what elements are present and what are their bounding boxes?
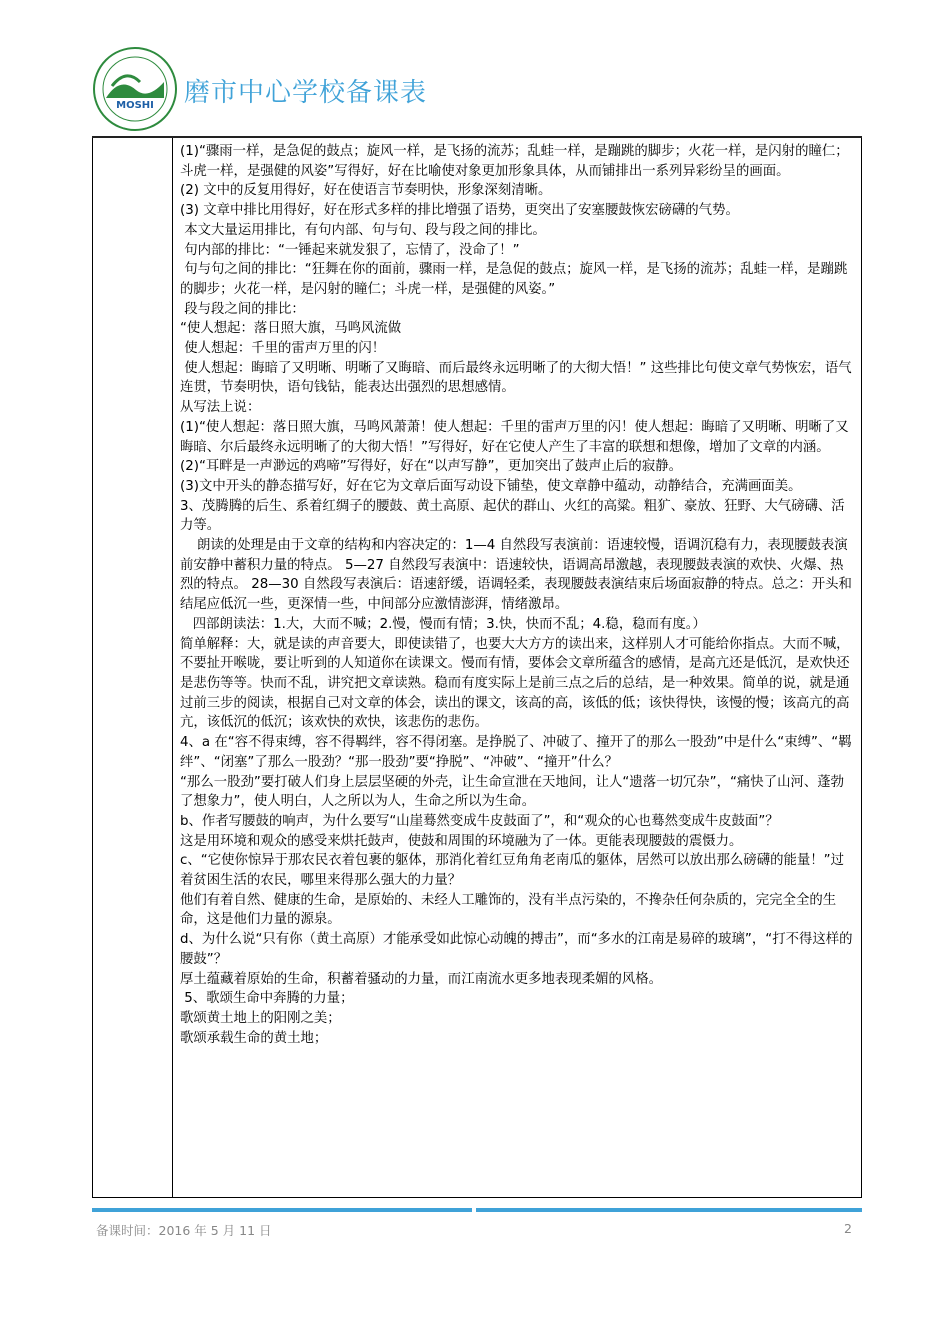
content-paragraph: 句内部的排比：“一锤起来就发狠了，忘情了，没命了！” xyxy=(180,242,520,258)
content-paragraph: (1)“骤雨一样，是急促的鼓点；旋风一样，是飞扬的流苏；乱蛙一样，是蹦跳的脚步；火花一样，是闪射的瞳仁；斗虎一样，是强健的风姿”写得好，好在比喻使对象更加形象具体，从而铺排出一系列异彩纷呈的画面。 xyxy=(180,144,849,179)
content-paragraph: “那么一股劲”要打破人们身上层层坚硬的外壳，让生命宣泄在天地间，让人“遗落一切冗杂”，“痛快了山河、蓬勃了想象力”，使人明白，人之所以为人，生命之所以为生命。 xyxy=(180,774,845,810)
content-paragraph: b、作者写腰鼓的响声，为什么要写“山崖蓦然变成牛皮鼓面了”，和“观众的心也蓦然变成牛皮鼓面”？ xyxy=(180,813,779,829)
content-paragraph: c、“它使你惊异于那农民衣着包裹的躯体，那消化着红豆角角老南瓜的躯体，居然可以放出那么磅礴的能量！”过着贫困生活的农民，哪里来得那么强大的力量？ xyxy=(180,853,844,889)
content-paragraph: 使人想起：千里的雷声万里的闪！ xyxy=(180,341,386,357)
content-paragraph: 本文大量运用排比，有句内部、句与句、段与段之间的排比。 xyxy=(180,222,546,238)
content-paragraph: 简单解释：大，就是读的声音要大，即使读错了，也要大大方方的读出来，这样别人才可能给你指点。大而不喊，不要扯开喉咙，要让听到的人知道你在读课文。慢而有情，要体会文章所蕴含的感情，是高亢还是低沉，是欢快还是悲伤等等。快而不乱，讲究把文章读熟。稳而有度实际上是前三点之后的总结，是一种效果。简单的说，就是通过前三步的阅读，根据自己对文章的体会，读出的课文，该高的高，该低的低；该快得快，该慢的慢；该高亢的高亢，该低沉的低沉；该欢快的欢快，该悲伤的悲伤。 xyxy=(180,636,850,731)
table-column-divider xyxy=(172,138,173,1198)
page-number: 2 xyxy=(844,1221,852,1236)
content-paragraph: 他们有着自然、健康的生命，是原始的、未经人工雕饰的，没有半点污染的，不搀杂任何杂质的，完完全全的生命，这是他们力量的源泉。 xyxy=(180,892,837,928)
logo-mid-text: MOSHI xyxy=(116,100,154,111)
footer-rule-gap xyxy=(472,1208,476,1212)
content-paragraph: 四部朗读法：1.大，大而不喊；2.慢，慢而有情；3.快，快而不乱；4.稳，稳而有度。） xyxy=(180,616,706,632)
content-paragraph: 这是用环境和观众的感受来烘托鼓声，使鼓和周围的环境融为了一体。更能表现腰鼓的震慑力。 xyxy=(180,833,743,849)
content-paragraph: 歌颂承载生命的黄土地； xyxy=(180,1030,328,1046)
content-paragraph: 朗读的处理是由于文章的结构和内容决定的：1—4 自然段写表演前：语速较慢，语调沉稳有力，表现腰鼓表演前安静中蓄积力量的特点。 5—27 自然段写表演中：语速较快，语调高昂激越，表现腰鼓表演的欢快、火爆、热烈的特点。 28—30 自然段写表演后：语速舒缓，语调轻柔，表现腰鼓表演结束后场面寂静的特点。总之：开头和结尾应低沉一些，更深情一些，中间部分应激情澎湃，情绪激昂。 xyxy=(180,538,852,613)
content-paragraph: d、为什么说“只有你（黄土高原）才能承受如此惊心动魄的搏击”，而“多水的江南是易碎的玻璃”，“打不得这样的腰鼓”？ xyxy=(180,932,853,967)
prep-time: 备课时间：2016 年 5 月 11 日 xyxy=(96,1223,272,1238)
school-title: 磨市中心学校备课表 xyxy=(184,78,428,108)
content-paragraph: 段与段之间的排比： xyxy=(180,301,305,317)
footer-rule xyxy=(92,1208,862,1212)
content-paragraph: 歌颂黄土地上的阳刚之美； xyxy=(180,1010,341,1026)
content-paragraph: 5、歌颂生命中奔腾的力量； xyxy=(180,991,354,1007)
content-paragraph: (3) 文章中排比用得好，好在形式多样的排比增强了语势，更突出了安塞腰鼓恢宏磅礴的气势。 xyxy=(180,203,739,219)
content-paragraph: (2)“耳畔是一声渺远的鸡啼”写得好，好在“以声写静”，更加突出了鼓声止后的寂静。 xyxy=(180,459,682,475)
content-paragraph: 4、a 在“容不得束缚，容不得羁绊，容不得闭塞。是挣脱了、冲破了、撞开了的那么一股劲”中是什么“束缚”、“羁绊”、“闭塞”了那么一股劲？“那一股劲”要“挣脱”、“冲破”、“撞开”什么？ xyxy=(180,735,852,770)
content-paragraph: 句与句之间的排比：“狂舞在你的面前，骤雨一样，是急促的鼓点；旋风一样，是飞扬的流苏；乱蛙一样，是蹦跳的脚步；火花一样，是闪射的瞳仁；斗虎一样，是强健的风姿。” xyxy=(180,262,848,297)
content-paragraph: (3)文中开头的静态描写好，好在它为文章后面写动设下铺垫，使文章静中蕴动，动静结合，充满画面美。 xyxy=(180,478,802,494)
school-logo xyxy=(92,46,178,132)
content-paragraph: “使人想起：落日照大旗，马鸣风流做 xyxy=(180,321,402,337)
content-paragraph: 从写法上说： xyxy=(180,400,261,416)
content-paragraph: 使人想起：晦暗了又明晰、明晰了又晦暗、而后最终永远明晰了的大彻大悟！” 这些排比句使文章气势恢宏，语气连贯，节奏明快，语句钱钻，能表达出强烈的思想感情。 xyxy=(180,360,852,396)
content-paragraph: 3、茂腾腾的后生、系着红绸子的腰鼓、黄土高原、起伏的群山、火红的高粱。粗犷、豪放、狂野、大气磅礴、活力等。 xyxy=(180,498,845,534)
content-paragraph: 厚土蕴藏着原始的生命，积蓄着骚动的力量，而江南流水更多地表现柔媚的风格。 xyxy=(180,971,663,987)
page-header xyxy=(92,44,872,136)
lesson-content xyxy=(180,142,856,1048)
content-paragraph: (1)“使人想起：落日照大旗，马鸣风萧萧！使人想起：千里的雷声万里的闪！使人想起：晦暗了又明晰、明晰了又晦暗、尔后最终永远明晰了的大彻大悟！”写得好，好在它使人产生了丰富的联想和想像，增加了文章的内涵。 xyxy=(180,419,849,455)
content-paragraph: (2) 文中的反复用得好，好在使语言节奏明快，形象深刻清晰。 xyxy=(180,183,552,199)
